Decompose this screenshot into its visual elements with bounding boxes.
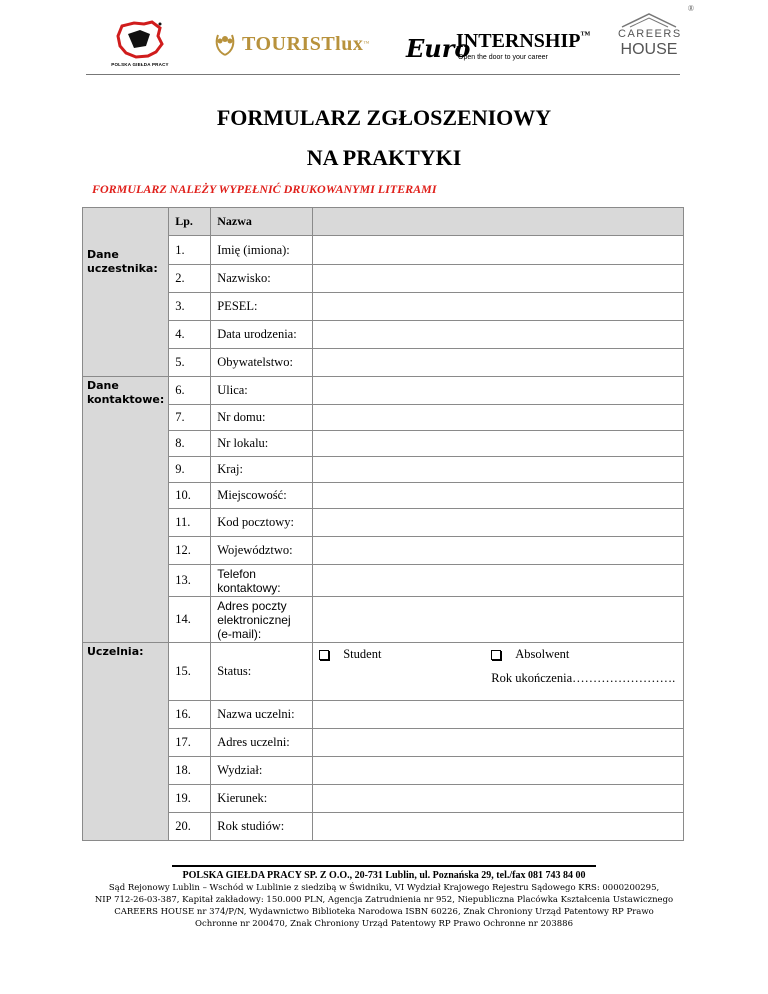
polska-gielda-pracy-logo xyxy=(100,20,180,70)
footer xyxy=(60,870,708,930)
table-row xyxy=(83,643,684,701)
section-participant-label: Dane uczestnika: xyxy=(87,247,158,275)
table-row xyxy=(83,293,684,321)
row-label: Nr lokalu: xyxy=(211,431,313,457)
section-participant xyxy=(83,236,169,377)
row-num: 7. xyxy=(169,405,211,431)
table-row xyxy=(83,701,684,729)
euro-wordmark: Euro xyxy=(406,34,471,63)
internship-tm: ™ xyxy=(580,30,591,41)
table-row xyxy=(83,509,684,537)
house-number-field[interactable] xyxy=(313,405,684,431)
pesel-field[interactable] xyxy=(313,293,684,321)
footer-line: CAREERS HOUSE nr 374/P/N, Wydawnictwo Biblioteka Narodowa ISBN 60226, Znak Chroniony Urząd Patentowy RP Prawo xyxy=(114,907,654,917)
phone-field[interactable] xyxy=(313,565,684,597)
row-label: Kod pocztowy: xyxy=(211,509,313,537)
table-row xyxy=(83,729,684,757)
table-row xyxy=(83,565,684,597)
row-label: Adres poczty elektronicznej (e-mail): xyxy=(211,597,313,643)
poland-map-icon xyxy=(114,20,166,60)
status-student-option[interactable] xyxy=(319,647,381,662)
logo-bar xyxy=(80,4,694,72)
row-num: 16. xyxy=(169,701,211,729)
table-row xyxy=(83,265,684,293)
row-num: 6. xyxy=(169,377,211,405)
status-options-cell xyxy=(313,643,684,701)
row-label: Rok studiów: xyxy=(211,813,313,841)
table-row xyxy=(83,236,684,265)
voivodeship-field[interactable] xyxy=(313,537,684,565)
row-num: 1. xyxy=(169,236,211,265)
form-instruction: FORMULARZ NALEŻY WYPEŁNIĆ DRUKOWANYMI LITERAMI xyxy=(92,182,437,196)
house-roof-icon xyxy=(620,12,678,28)
row-label: Imię (imiona): xyxy=(211,236,313,265)
footer-line: Ochronne nr 200470, Znak Chroniony Urząd Patentowy RP Prawo Ochronne nr 203886 xyxy=(195,919,573,929)
row-label: Telefon kontaktowy: xyxy=(211,565,313,597)
row-label: Kierunek: xyxy=(211,785,313,813)
row-label: Miejscowość: xyxy=(211,483,313,509)
row-label: Województwo: xyxy=(211,537,313,565)
row-num: 11. xyxy=(169,509,211,537)
row-num: 5. xyxy=(169,349,211,377)
graduate-checkbox[interactable] xyxy=(491,650,501,660)
field-of-study-field[interactable] xyxy=(313,785,684,813)
university-name-field[interactable] xyxy=(313,701,684,729)
graduate-label: Absolwent xyxy=(515,647,570,661)
section-contact xyxy=(83,377,169,643)
section-university xyxy=(83,643,169,841)
row-label: Status: xyxy=(211,643,313,701)
table-row xyxy=(83,483,684,509)
registered-mark: ® xyxy=(687,4,694,13)
application-form-table xyxy=(82,207,684,841)
form-title-line2: NA PRAKTYKI xyxy=(306,145,462,170)
row-num: 17. xyxy=(169,729,211,757)
row-num: 12. xyxy=(169,537,211,565)
table-row xyxy=(83,457,684,483)
table-row xyxy=(83,321,684,349)
table-row xyxy=(83,757,684,785)
row-num: 4. xyxy=(169,321,211,349)
col-header-value xyxy=(313,208,684,236)
table-row xyxy=(83,377,684,405)
careers-house-logo xyxy=(618,4,694,68)
faculty-field[interactable] xyxy=(313,757,684,785)
table-row xyxy=(83,537,684,565)
birth-date-field[interactable] xyxy=(313,321,684,349)
row-label: Nazwa uczelni: xyxy=(211,701,313,729)
study-year-field[interactable] xyxy=(313,813,684,841)
pgp-caption: POLSKA GIEŁDA PRACY xyxy=(111,62,169,67)
postal-code-field[interactable] xyxy=(313,509,684,537)
house-text: HOUSE xyxy=(620,41,678,58)
internship-wordmark xyxy=(456,30,590,53)
table-header-row xyxy=(83,208,684,236)
street-field[interactable] xyxy=(313,377,684,405)
status-graduate-option[interactable] xyxy=(491,647,569,662)
last-name-field[interactable] xyxy=(313,265,684,293)
row-num: 2. xyxy=(169,265,211,293)
table-row xyxy=(83,813,684,841)
footer-line: NIP 712-26-03-387, Kapitał zakładowy: 150.000 PLN, Agencja Zatrudnienia nr 952, Niepubliczna Placówka Kształcenia Ustawicznego xyxy=(94,895,674,905)
row-label: Adres uczelni: xyxy=(211,729,313,757)
row-num: 20. xyxy=(169,813,211,841)
table-row xyxy=(83,785,684,813)
row-num: 18. xyxy=(169,757,211,785)
table-row xyxy=(83,405,684,431)
student-label: Student xyxy=(343,647,382,661)
country-field[interactable] xyxy=(313,457,684,483)
col-header-name: Nazwa xyxy=(211,208,313,236)
row-num: 9. xyxy=(169,457,211,483)
internship-text: INTERNSHIP xyxy=(456,30,581,52)
laurel-wreath-icon xyxy=(212,31,238,57)
row-label: Ulica: xyxy=(211,377,313,405)
row-label: Data urodzenia: xyxy=(211,321,313,349)
table-row xyxy=(83,431,684,457)
row-num: 3. xyxy=(169,293,211,321)
row-label: Kraj: xyxy=(211,457,313,483)
touristlux-logo xyxy=(212,30,369,58)
touristlux-wordmark: TOURISTlux xyxy=(242,32,364,55)
row-num: 15. xyxy=(169,643,211,701)
header-divider xyxy=(86,74,680,75)
row-label: Nr domu: xyxy=(211,405,313,431)
careers-text: CAREERS xyxy=(618,28,682,40)
table-row xyxy=(83,349,684,377)
row-num: 14. xyxy=(169,597,211,643)
form-title-line1: FORMULARZ ZGŁOSZENIOWY xyxy=(216,105,552,130)
email-field[interactable] xyxy=(313,597,684,643)
graduation-year-field[interactable]: Rok ukończenia……………………. xyxy=(491,671,676,685)
internship-tagline: Open the door to your career xyxy=(458,54,548,61)
city-field[interactable] xyxy=(313,483,684,509)
footer-line: Sąd Rejonowy Lublin – Wschód w Lublinie z siedzibą w Świdniku, VI Wydział Krajowego Rejestru Sądowego KRS: 0000200295, xyxy=(108,883,660,893)
section-university-label: Uczelnia: xyxy=(87,645,144,658)
row-num: 10. xyxy=(169,483,211,509)
apartment-number-field[interactable] xyxy=(313,431,684,457)
section-contact-label: Dane kontaktowe: xyxy=(87,379,165,406)
row-num: 13. xyxy=(169,565,211,597)
footer-company-line: POLSKA GIEŁDA PRACY SP. Z O.O., 20-731 Lublin, ul. Poznańska 29, tel./fax 081 743 84 00 xyxy=(182,870,586,881)
col-header-lp: Lp. xyxy=(169,208,211,236)
touristlux-tm: ™ xyxy=(363,41,370,47)
row-label: Wydział: xyxy=(211,757,313,785)
student-checkbox[interactable] xyxy=(319,650,329,660)
row-num: 8. xyxy=(169,431,211,457)
first-name-field[interactable] xyxy=(313,236,684,265)
row-label: Obywatelstwo: xyxy=(211,349,313,377)
university-address-field[interactable] xyxy=(313,729,684,757)
table-row xyxy=(83,597,684,643)
row-num: 19. xyxy=(169,785,211,813)
citizenship-field[interactable] xyxy=(313,349,684,377)
footer-divider xyxy=(172,865,596,867)
header-empty-cell xyxy=(83,208,169,236)
row-label: PESEL: xyxy=(211,293,313,321)
row-label: Nazwisko: xyxy=(211,265,313,293)
